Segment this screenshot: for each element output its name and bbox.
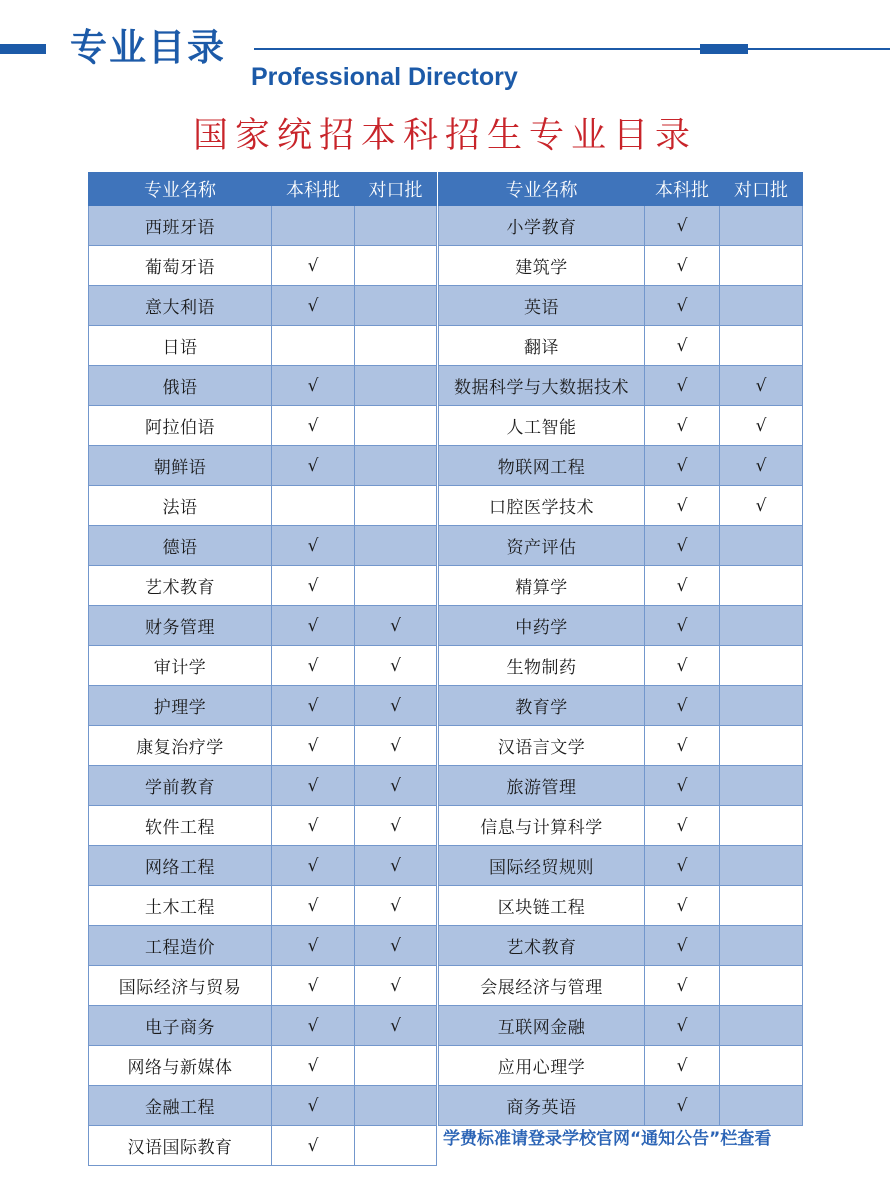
major-name: 互联网金融	[439, 1006, 645, 1046]
header-accent-bar-left	[0, 44, 46, 54]
checkmark-icon: √	[676, 455, 688, 476]
duikou-cell	[720, 926, 803, 966]
benke-cell	[272, 646, 355, 686]
benke-cell	[645, 1046, 720, 1086]
benke-cell	[645, 326, 720, 366]
major-name: 法语	[89, 486, 272, 526]
duikou-cell	[720, 966, 803, 1006]
duikou-cell	[355, 806, 437, 846]
benke-cell	[645, 286, 720, 326]
major-name: 人工智能	[439, 406, 645, 446]
checkmark-icon: √	[307, 895, 319, 916]
major-name: 建筑学	[439, 246, 645, 286]
duikou-cell	[720, 1046, 803, 1086]
checkmark-icon: √	[390, 855, 401, 876]
checkmark-icon: √	[307, 695, 319, 716]
duikou-cell	[355, 1086, 437, 1126]
table-row	[89, 766, 437, 806]
checkmark-icon: √	[676, 655, 688, 676]
major-name: 西班牙语	[89, 206, 272, 246]
checkmark-icon: √	[676, 415, 688, 436]
table-row	[439, 1086, 803, 1126]
column-header-major: 专业名称	[89, 173, 272, 206]
table-row	[89, 726, 437, 766]
checkmark-icon: √	[307, 1055, 319, 1076]
duikou-cell	[720, 526, 803, 566]
duikou-cell	[355, 686, 437, 726]
duikou-cell	[355, 1046, 437, 1086]
benke-cell	[272, 926, 355, 966]
checkmark-icon: √	[390, 975, 401, 996]
table-row	[439, 526, 803, 566]
table-row	[89, 406, 437, 446]
major-name: 艺术教育	[439, 926, 645, 966]
duikou-cell	[720, 1086, 803, 1126]
table-row	[89, 1046, 437, 1086]
benke-cell	[272, 686, 355, 726]
checkmark-icon: √	[676, 1055, 688, 1076]
benke-cell	[272, 406, 355, 446]
benke-cell	[645, 846, 720, 886]
benke-cell	[645, 526, 720, 566]
major-name: 中药学	[439, 606, 645, 646]
table-body	[439, 206, 803, 1126]
table-row	[89, 566, 437, 606]
duikou-cell	[355, 486, 437, 526]
table-row	[439, 846, 803, 886]
table-row	[439, 806, 803, 846]
checkmark-icon: √	[307, 1135, 319, 1156]
table-row	[89, 366, 437, 406]
benke-cell	[272, 566, 355, 606]
table-row	[439, 446, 803, 486]
benke-cell	[272, 1126, 355, 1166]
duikou-cell	[355, 1126, 437, 1166]
table-row	[89, 806, 437, 846]
duikou-cell	[720, 846, 803, 886]
duikou-cell	[720, 246, 803, 286]
benke-cell	[272, 326, 355, 366]
major-name: 信息与计算科学	[439, 806, 645, 846]
checkmark-icon: √	[390, 655, 401, 676]
duikou-cell	[720, 486, 803, 526]
benke-cell	[645, 406, 720, 446]
duikou-cell	[720, 1006, 803, 1046]
table-row	[439, 206, 803, 246]
benke-cell	[272, 726, 355, 766]
checkmark-icon: √	[307, 935, 319, 956]
benke-cell	[272, 286, 355, 326]
checkmark-icon: √	[307, 455, 319, 476]
major-name: 康复治疗学	[89, 726, 272, 766]
benke-cell	[272, 1006, 355, 1046]
table-row	[439, 1046, 803, 1086]
duikou-cell	[355, 926, 437, 966]
table-row	[89, 206, 437, 246]
benke-cell	[272, 886, 355, 926]
benke-cell	[272, 1046, 355, 1086]
duikou-cell	[355, 846, 437, 886]
major-name: 学前教育	[89, 766, 272, 806]
table-row	[89, 326, 437, 366]
duikou-cell	[355, 726, 437, 766]
checkmark-icon: √	[676, 815, 688, 836]
benke-cell	[645, 686, 720, 726]
checkmark-icon: √	[307, 255, 319, 276]
benke-cell	[272, 766, 355, 806]
benke-cell	[645, 886, 720, 926]
checkmark-icon: √	[390, 775, 401, 796]
checkmark-icon: √	[676, 895, 688, 916]
major-name: 审计学	[89, 646, 272, 686]
duikou-cell	[355, 366, 437, 406]
checkmark-icon: √	[676, 695, 688, 716]
table-header-row	[439, 173, 803, 206]
benke-cell	[645, 966, 720, 1006]
duikou-cell	[355, 446, 437, 486]
table-row	[439, 286, 803, 326]
duikou-cell	[355, 246, 437, 286]
major-name: 国际经贸规则	[439, 846, 645, 886]
column-header-duikou: 对口批	[720, 173, 803, 206]
checkmark-icon: √	[676, 1095, 688, 1116]
duikou-cell	[355, 406, 437, 446]
checkmark-icon: √	[676, 735, 688, 756]
column-header-major: 专业名称	[439, 173, 645, 206]
table-row	[89, 646, 437, 686]
table-row	[89, 486, 437, 526]
benke-cell	[645, 206, 720, 246]
benke-cell	[272, 366, 355, 406]
major-name: 电子商务	[89, 1006, 272, 1046]
benke-cell	[272, 246, 355, 286]
duikou-cell	[720, 406, 803, 446]
duikou-cell	[720, 606, 803, 646]
checkmark-icon: √	[676, 535, 688, 556]
table-row	[89, 1126, 437, 1166]
header-rule	[254, 48, 890, 50]
major-name: 日语	[89, 326, 272, 366]
major-name: 财务管理	[89, 606, 272, 646]
major-name: 商务英语	[439, 1086, 645, 1126]
checkmark-icon: √	[676, 615, 688, 636]
checkmark-icon: √	[307, 575, 319, 596]
major-name: 艺术教育	[89, 566, 272, 606]
checkmark-icon: √	[755, 495, 767, 516]
major-name: 口腔医学技术	[439, 486, 645, 526]
major-name: 旅游管理	[439, 766, 645, 806]
major-name: 护理学	[89, 686, 272, 726]
major-name: 国际经济与贸易	[89, 966, 272, 1006]
duikou-cell	[355, 606, 437, 646]
major-name: 教育学	[439, 686, 645, 726]
benke-cell	[272, 1086, 355, 1126]
checkmark-icon: √	[307, 975, 319, 996]
benke-cell	[645, 566, 720, 606]
column-header-benke: 本科批	[645, 173, 720, 206]
major-name: 英语	[439, 286, 645, 326]
section-title: 专业目录	[70, 26, 226, 69]
major-name: 数据科学与大数据技术	[439, 366, 645, 406]
checkmark-icon: √	[390, 935, 401, 956]
major-name: 汉语言文学	[439, 726, 645, 766]
table-row	[439, 1006, 803, 1046]
table-row	[89, 606, 437, 646]
checkmark-icon: √	[755, 375, 767, 396]
checkmark-icon: √	[390, 615, 401, 636]
table-row	[89, 1006, 437, 1046]
duikou-cell	[355, 286, 437, 326]
column-header-duikou: 对口批	[355, 173, 437, 206]
table-row	[439, 926, 803, 966]
table-row	[89, 286, 437, 326]
major-name: 软件工程	[89, 806, 272, 846]
benke-cell	[272, 526, 355, 566]
table-row	[439, 406, 803, 446]
benke-cell	[645, 806, 720, 846]
benke-cell	[645, 446, 720, 486]
table-row	[439, 486, 803, 526]
table-row	[439, 566, 803, 606]
checkmark-icon: √	[390, 895, 401, 916]
checkmark-icon: √	[755, 415, 767, 436]
major-name: 工程造价	[89, 926, 272, 966]
table-row	[89, 846, 437, 886]
duikou-cell	[355, 766, 437, 806]
checkmark-icon: √	[676, 255, 688, 276]
checkmark-icon: √	[307, 615, 319, 636]
checkmark-icon: √	[676, 575, 688, 596]
page-title: 国家统招本科招生专业目录	[192, 116, 697, 156]
checkmark-icon: √	[307, 1015, 319, 1036]
checkmark-icon: √	[390, 1015, 401, 1036]
benke-cell	[645, 606, 720, 646]
major-name: 阿拉伯语	[89, 406, 272, 446]
benke-cell	[645, 1006, 720, 1046]
duikou-cell	[720, 886, 803, 926]
checkmark-icon: √	[307, 775, 319, 796]
duikou-cell	[720, 726, 803, 766]
checkmark-icon: √	[307, 735, 319, 756]
section-subtitle: Professional Directory	[251, 63, 518, 91]
major-name: 翻译	[439, 326, 645, 366]
checkmark-icon: √	[676, 375, 688, 396]
benke-cell	[645, 366, 720, 406]
checkmark-icon: √	[390, 695, 401, 716]
duikou-cell	[720, 446, 803, 486]
major-name: 德语	[89, 526, 272, 566]
checkmark-icon: √	[307, 375, 319, 396]
major-name: 俄语	[89, 366, 272, 406]
tuition-footnote: 学费标准请登录学校官网“通知公告”栏查看	[443, 1129, 772, 1149]
checkmark-icon: √	[307, 815, 319, 836]
benke-cell	[645, 486, 720, 526]
major-name: 资产评估	[439, 526, 645, 566]
checkmark-icon: √	[676, 935, 688, 956]
benke-cell	[645, 926, 720, 966]
checkmark-icon: √	[390, 815, 401, 836]
duikou-cell	[720, 646, 803, 686]
column-header-benke: 本科批	[272, 173, 355, 206]
checkmark-icon: √	[307, 655, 319, 676]
major-name: 生物制药	[439, 646, 645, 686]
major-name: 应用心理学	[439, 1046, 645, 1086]
major-name: 葡萄牙语	[89, 246, 272, 286]
checkmark-icon: √	[676, 335, 688, 356]
duikou-cell	[720, 366, 803, 406]
checkmark-icon: √	[307, 535, 319, 556]
duikou-cell	[355, 1006, 437, 1046]
benke-cell	[272, 446, 355, 486]
checkmark-icon: √	[676, 495, 688, 516]
major-name: 区块链工程	[439, 886, 645, 926]
table-row	[439, 326, 803, 366]
header-accent-bar-right	[700, 44, 748, 54]
major-name: 意大利语	[89, 286, 272, 326]
duikou-cell	[720, 766, 803, 806]
benke-cell	[645, 726, 720, 766]
benke-cell	[272, 606, 355, 646]
table-row	[439, 886, 803, 926]
benke-cell	[645, 1086, 720, 1126]
table-row	[89, 526, 437, 566]
duikou-cell	[355, 966, 437, 1006]
checkmark-icon: √	[307, 295, 319, 316]
benke-cell	[272, 846, 355, 886]
table-row	[439, 366, 803, 406]
duikou-cell	[355, 886, 437, 926]
table-row	[439, 766, 803, 806]
duikou-cell	[720, 806, 803, 846]
checkmark-icon: √	[307, 855, 319, 876]
benke-cell	[272, 206, 355, 246]
checkmark-icon: √	[307, 1095, 319, 1116]
major-name: 金融工程	[89, 1086, 272, 1126]
table-row	[439, 246, 803, 286]
duikou-cell	[720, 566, 803, 606]
major-name: 汉语国际教育	[89, 1126, 272, 1166]
major-name: 精算学	[439, 566, 645, 606]
benke-cell	[272, 966, 355, 1006]
major-name: 土木工程	[89, 886, 272, 926]
duikou-cell	[720, 286, 803, 326]
duikou-cell	[355, 646, 437, 686]
checkmark-icon: √	[676, 975, 688, 996]
duikou-cell	[355, 206, 437, 246]
table-row	[89, 446, 437, 486]
table-row	[89, 686, 437, 726]
table-row	[439, 646, 803, 686]
benke-cell	[645, 766, 720, 806]
duikou-cell	[355, 526, 437, 566]
table-body	[89, 206, 437, 1166]
table-row	[439, 606, 803, 646]
major-name: 网络工程	[89, 846, 272, 886]
table-header-row	[89, 173, 437, 206]
table-row	[89, 246, 437, 286]
major-name: 网络与新媒体	[89, 1046, 272, 1086]
benke-cell	[272, 806, 355, 846]
duikou-cell	[355, 566, 437, 606]
major-name: 物联网工程	[439, 446, 645, 486]
table-row	[89, 966, 437, 1006]
checkmark-icon: √	[390, 735, 401, 756]
duikou-cell	[720, 326, 803, 366]
major-table-left	[88, 172, 437, 1166]
duikou-cell	[720, 206, 803, 246]
benke-cell	[272, 486, 355, 526]
table-row	[439, 686, 803, 726]
table-row	[89, 926, 437, 966]
major-table-right	[438, 172, 803, 1126]
checkmark-icon: √	[676, 1015, 688, 1036]
major-name: 会展经济与管理	[439, 966, 645, 1006]
table-row	[439, 966, 803, 1006]
benke-cell	[645, 646, 720, 686]
table-row	[89, 886, 437, 926]
table-row	[89, 1086, 437, 1126]
checkmark-icon: √	[307, 415, 319, 436]
checkmark-icon: √	[755, 455, 767, 476]
duikou-cell	[720, 686, 803, 726]
major-name: 朝鲜语	[89, 446, 272, 486]
checkmark-icon: √	[676, 295, 688, 316]
benke-cell	[645, 246, 720, 286]
major-name: 小学教育	[439, 206, 645, 246]
table-row	[439, 726, 803, 766]
checkmark-icon: √	[676, 775, 688, 796]
duikou-cell	[355, 326, 437, 366]
checkmark-icon: √	[676, 215, 688, 236]
checkmark-icon: √	[676, 855, 688, 876]
